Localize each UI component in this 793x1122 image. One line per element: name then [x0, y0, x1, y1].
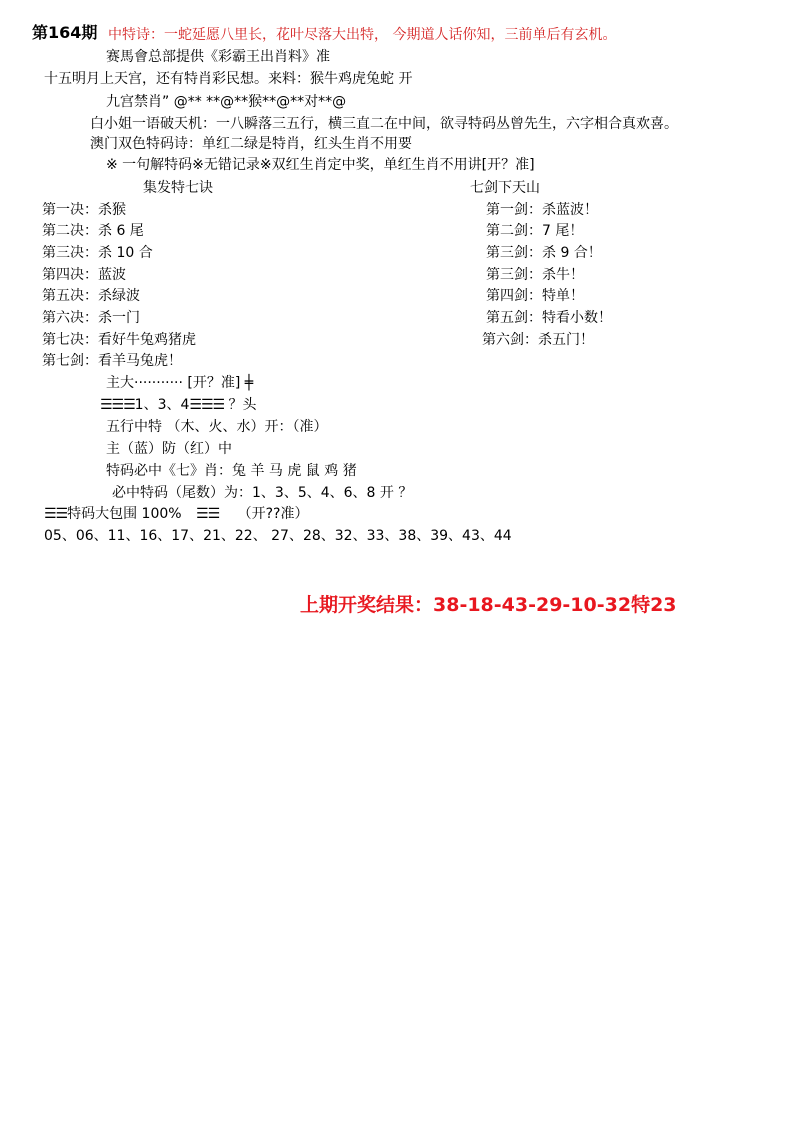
left-item: 第五决：杀绿波: [42, 288, 140, 304]
right-item: 第六剑：杀五门！: [482, 332, 594, 348]
right-item: 第三剑：杀牛！: [486, 267, 584, 283]
moon-verse: 十五明月上天宫，还有特肖彩民想。来料：猴牛鸡虎兔蛇 开: [44, 71, 413, 87]
nine-palace: 九宫禁肖” @** **@**猴**@**对**@: [106, 94, 347, 110]
right-item: 第三剑：杀 9 合！: [486, 245, 602, 261]
double-bar-icon: ☰☰: [196, 506, 220, 522]
double-bar-icon: ☰☰: [44, 506, 68, 522]
white-lady-verse: 白小姐一语破天机：一八瞬落三五行，横三直二在中间，欲寻特码丛曾先生，六字相合真欢喜。: [90, 116, 678, 132]
seven-zodiac-line: 特码必中《七》肖：兔 羊 马 虎 鼠 鸡 猪: [106, 463, 357, 479]
verse-line: 中特诗：一蛇延愿八里长，花叶尽落大出特， 今期道人话你知，三前单后有玄机。: [108, 27, 617, 43]
left-item: 第三决：杀 10 合: [42, 245, 153, 261]
right-col-title: 七剑下天山: [470, 180, 540, 196]
left-col-title: 集发特七诀: [143, 180, 213, 196]
range-line: [44, 505, 308, 523]
issue-number: 第164期: [32, 23, 98, 42]
triple-bar-icon: ☰☰☰: [189, 397, 225, 413]
last-result: 上期开奖结果：38-18-43-29-10-32特23: [300, 594, 677, 616]
five-elements-line: 五行中特 （木、火、水）开：（准）: [106, 419, 328, 435]
heads-tail: ？头: [224, 397, 257, 413]
range-label: 特码大包围 100%: [67, 506, 182, 522]
source-line: 赛馬會总部提供《彩霸王出肖料》准: [106, 49, 330, 65]
right-item: 第五剑：特看小数！: [486, 310, 612, 326]
right-item: 第一剑：杀蓝波！: [486, 202, 598, 218]
left-item: 第二决：杀 6 尾: [42, 223, 144, 239]
tail-numbers-line: 必中特码（尾数）为：1、3、5、4、6、8 开 ？: [112, 485, 413, 501]
left-item: 第六决：杀一门: [42, 310, 140, 326]
main-big-line: 主大··········· [开？准] ╪: [106, 375, 254, 391]
color-line: 主（蓝）防（红）中: [106, 441, 232, 457]
macau-verse: 澳门双色特码诗：单红二绿是特肖，红头生肖不用要: [90, 136, 412, 152]
left-item: 第七决：看好牛兔鸡猪虎: [42, 332, 196, 348]
left-item: 第一决：杀猴: [42, 202, 126, 218]
range-tail: （开??准）: [237, 506, 309, 522]
left-item: 第七剑：看羊马兔虎！: [42, 353, 182, 369]
heads-line: [100, 396, 257, 414]
heads-values: 1、3、4: [134, 397, 190, 413]
right-item: 第四剑：特单！: [486, 288, 584, 304]
number-list: 05、06、11、16、17、21、22、 27、28、32、33、38、39、43、44: [44, 528, 512, 544]
left-item: 第四决：蓝波: [42, 267, 126, 283]
one-sentence-line: ※ 一句解特码※无错记录※双红生肖定中奖，单红生肖不用讲[开？准]: [106, 157, 535, 173]
right-item: 第二剑：7 尾！: [486, 223, 584, 239]
triple-bar-icon: ☰☰☰: [100, 397, 135, 413]
